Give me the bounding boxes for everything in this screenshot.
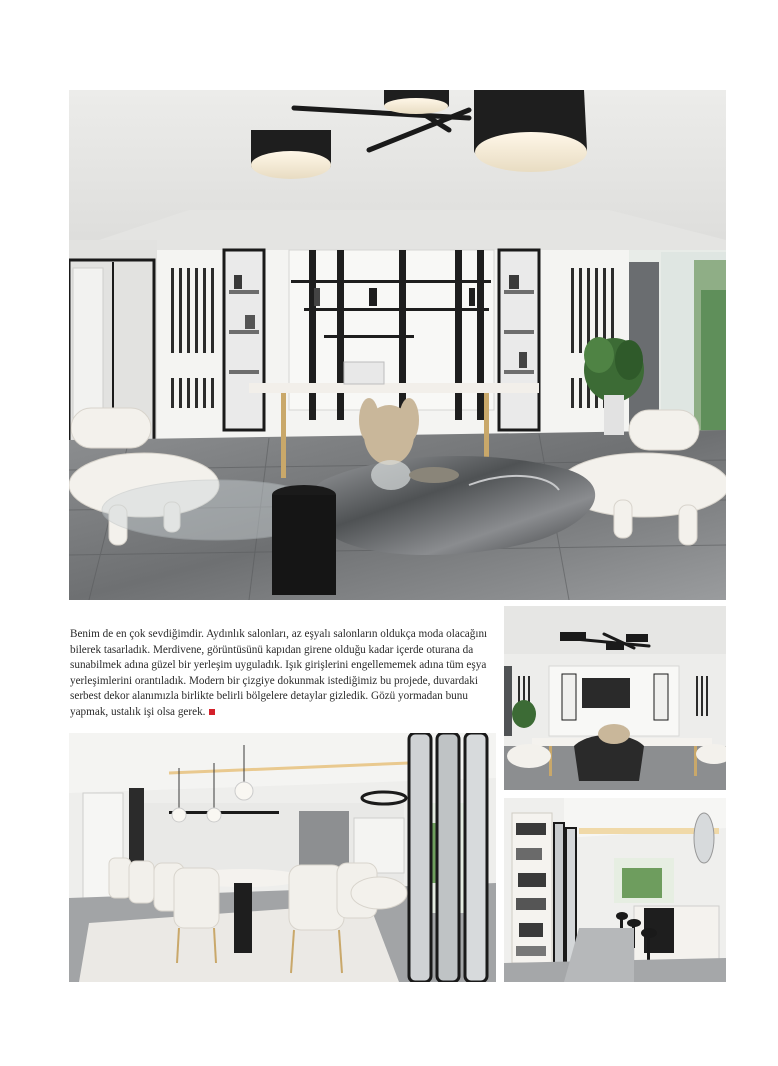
- end-of-article-mark: [209, 709, 215, 715]
- article-paragraph-text: Benim de en çok sevdiğimdir. Aydınlık salonları, az eşyalı salonların oldukça moda olacağını bilerek tasarladık. Merdivene, görüntüsünü kapıdan girene olduğu kadar içerde oturana da sunabilmek adına güzel bir yerleşim uyguladık. Işık girişlerini engellememek adına tüm eşya yerleşimlerini orantıladık. Modern bir çizgiye dokunmak istediğimiz bu projede, duvardaki serbest dekor alanımızla birlikte belirli bölgelere detaylar gizledik. Gözü yormadan bunu yapmak, ustalık işi olsa gerek.: [70, 628, 488, 718]
- living-room-photo: [504, 606, 726, 790]
- hero-photo: [69, 90, 726, 600]
- kitchen-photo: [504, 798, 726, 982]
- dining-room-photo: [69, 733, 496, 982]
- article-paragraph: [70, 627, 490, 721]
